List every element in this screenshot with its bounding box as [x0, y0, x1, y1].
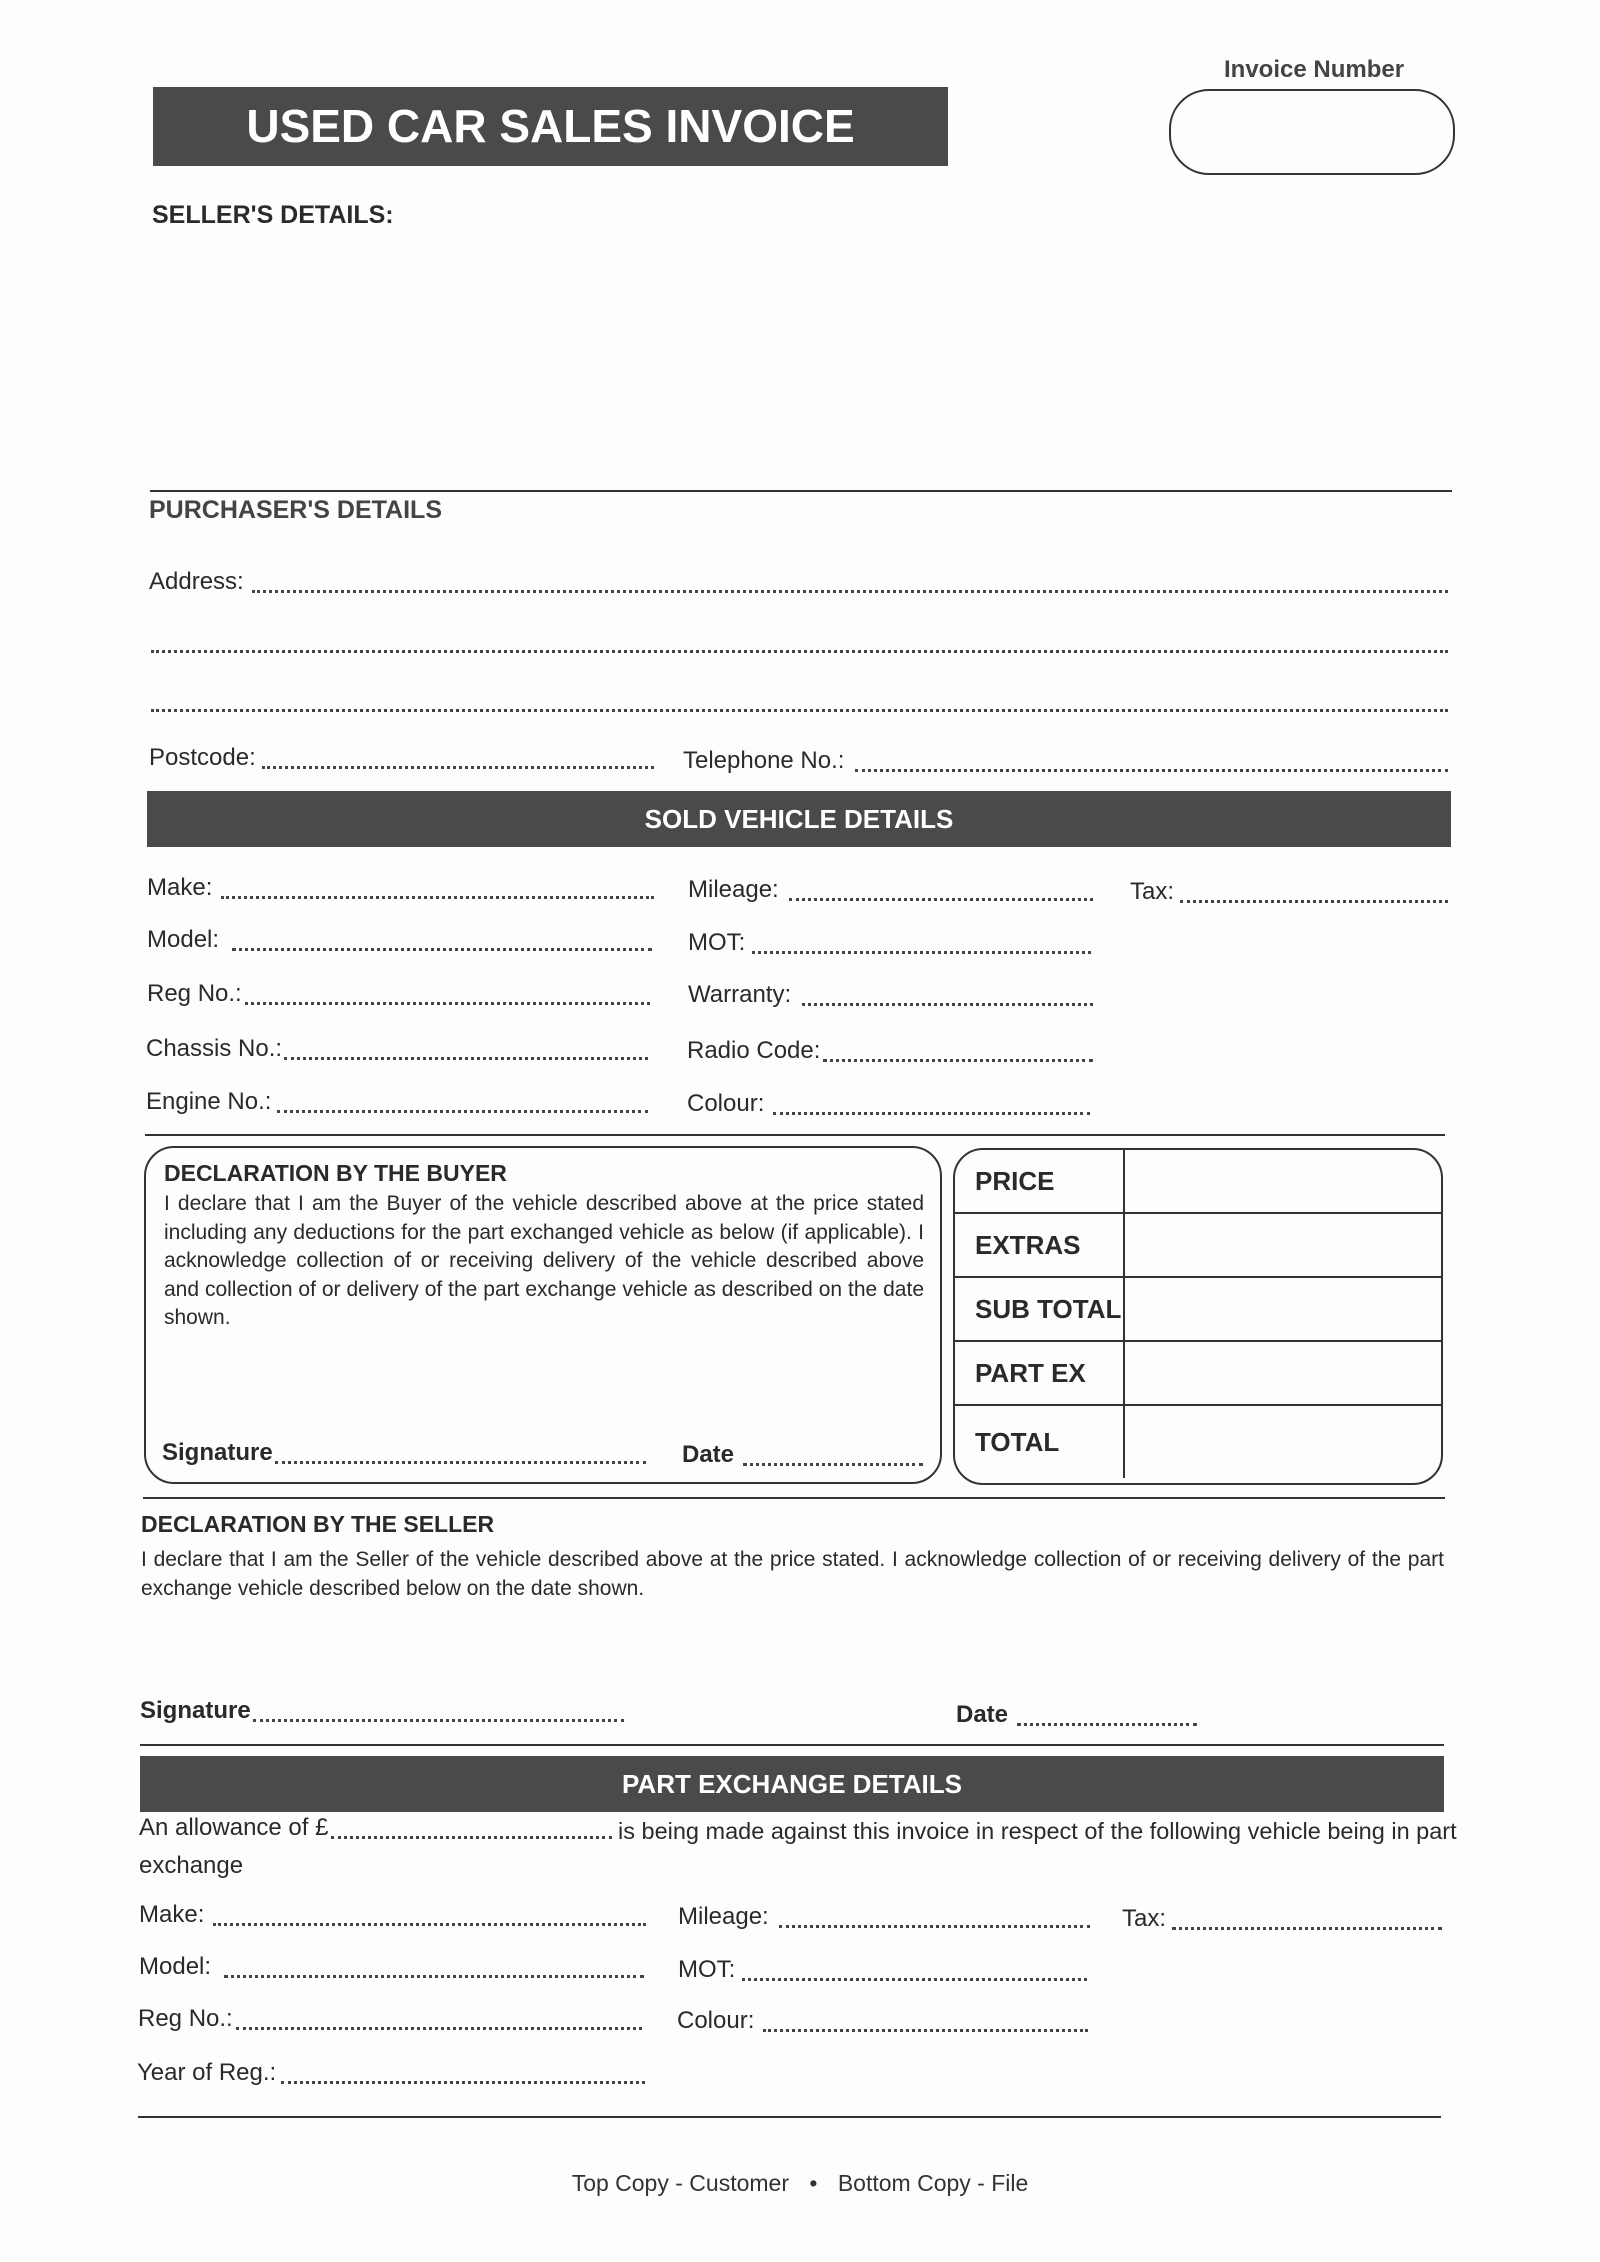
sub-total-field[interactable]: [1125, 1278, 1441, 1340]
allowance-field[interactable]: [331, 1836, 612, 1839]
divider: [150, 490, 1452, 492]
px-year-label: Year of Reg.:: [137, 2059, 277, 2086]
address-line-2[interactable]: [151, 650, 1448, 653]
sold-model-label: Model:: [147, 926, 220, 953]
px-make-field[interactable]: [213, 1923, 646, 1926]
px-year-field[interactable]: [281, 2081, 645, 2084]
sold-mot-field[interactable]: [752, 951, 1091, 954]
telephone-field[interactable]: [855, 769, 1448, 772]
seller-declaration-heading: DECLARATION BY THE SELLER: [141, 1511, 495, 1537]
sold-colour-label: Colour:: [687, 1090, 765, 1117]
sold-mileage-label: Mileage:: [688, 876, 779, 903]
footer: [0, 2170, 1600, 2197]
price-row: [955, 1150, 1441, 1214]
px-tax-field[interactable]: [1172, 1927, 1442, 1930]
invoice-number-field[interactable]: [1169, 89, 1455, 175]
px-mot-field[interactable]: [742, 1978, 1087, 1981]
seller-declaration-text: I declare that I am the Seller of the vehicle described above at the price stated. I acknowledge collection of or receiving delivery of the part exchange vehicle described below on the date shown.: [141, 1548, 1444, 1600]
px-tax-label: Tax:: [1122, 1905, 1167, 1932]
address-label: Address:: [149, 568, 244, 595]
sold-reg-label: Reg No.:: [147, 980, 242, 1007]
allowance-prefix: An allowance of £: [139, 1814, 329, 1841]
totals-box: [953, 1148, 1443, 1485]
sold-vehicle-heading: SOLD VEHICLE DETAILS: [644, 804, 954, 834]
allowance-wrap: exchange: [139, 1852, 244, 1879]
allowance-suffix: is being made against this invoice in respect of the following vehicle being in part: [618, 1818, 1457, 1844]
sold-warranty-label: Warranty:: [688, 981, 792, 1008]
px-reg-label: Reg No.:: [138, 2005, 233, 2032]
buyer-declaration-text: I declare that I am the Buyer of the vehicle described above at the price stated including any deductions for the part exchanged vehicle as below (if applicable). I acknowledge collection of or receiving delivery of the vehicle described above and collection of or delivery of the part exchange vehicle as described on the date shown.: [164, 1192, 924, 1329]
px-model-label: Model:: [139, 1953, 212, 1980]
sold-colour-field[interactable]: [773, 1112, 1090, 1115]
address-line-3[interactable]: [151, 709, 1448, 712]
sold-warranty-field[interactable]: [802, 1003, 1093, 1006]
divider: [140, 1744, 1444, 1746]
px-mileage-label: Mileage:: [678, 1903, 769, 1930]
px-make-label: Make:: [139, 1901, 205, 1928]
invoice-title-banner: [153, 87, 948, 166]
footer-separator: •: [809, 2170, 818, 2196]
part-exchange-heading: PART EXCHANGE DETAILS: [622, 1769, 962, 1799]
total-label: TOTAL: [955, 1406, 1125, 1478]
postcode-field[interactable]: [262, 766, 654, 769]
sold-tax-label: Tax:: [1130, 878, 1175, 905]
buyer-signature-field[interactable]: [275, 1461, 646, 1464]
divider: [145, 1134, 1445, 1136]
px-reg-field[interactable]: [236, 2027, 642, 2030]
px-colour-field[interactable]: [763, 2029, 1088, 2032]
extras-field[interactable]: [1125, 1214, 1441, 1276]
extras-label: EXTRAS: [955, 1214, 1125, 1276]
sold-vehicle-banner: [147, 791, 1451, 847]
sold-chassis-label: Chassis No.:: [146, 1035, 283, 1062]
sub-total-label: SUB TOTAL: [955, 1278, 1125, 1340]
part-ex-field[interactable]: [1125, 1342, 1441, 1404]
total-field[interactable]: [1125, 1406, 1441, 1478]
px-model-field[interactable]: [224, 1975, 644, 1978]
sellers-details-heading: SELLER'S DETAILS:: [152, 201, 394, 229]
seller-signature-label: Signature: [140, 1697, 251, 1724]
sold-engine-field[interactable]: [277, 1110, 648, 1113]
address-line-1[interactable]: [252, 590, 1448, 593]
px-colour-label: Colour:: [677, 2007, 755, 2034]
total-row: [955, 1406, 1441, 1478]
extras-row: [955, 1214, 1441, 1278]
buyer-signature-label: Signature: [162, 1439, 273, 1466]
sold-mileage-field[interactable]: [789, 898, 1093, 901]
divider: [138, 2116, 1441, 2118]
footer-top-copy: Top Copy - Customer: [571, 2170, 789, 2196]
buyer-declaration-heading: DECLARATION BY THE BUYER: [164, 1160, 507, 1186]
sold-chassis-field[interactable]: [284, 1057, 648, 1060]
px-mileage-field[interactable]: [779, 1925, 1090, 1928]
sold-engine-label: Engine No.:: [146, 1088, 272, 1115]
invoice-number-label: Invoice Number: [1224, 56, 1405, 83]
divider: [143, 1497, 1445, 1499]
invoice-title: USED CAR SALES INVOICE: [246, 100, 855, 152]
sellers-details-area[interactable]: [152, 240, 1452, 480]
buyer-date-field[interactable]: [743, 1463, 923, 1466]
seller-date-label: Date: [956, 1701, 1009, 1728]
part-ex-row: [955, 1342, 1441, 1406]
px-mot-label: MOT:: [678, 1956, 736, 1983]
postcode-label: Postcode:: [149, 744, 256, 771]
sold-model-field[interactable]: [232, 948, 652, 951]
sold-make-label: Make:: [147, 874, 213, 901]
purchasers-details-heading: PURCHASER'S DETAILS: [149, 496, 443, 524]
part-ex-label: PART EX: [955, 1342, 1125, 1404]
sold-tax-field[interactable]: [1180, 900, 1448, 903]
footer-bottom-copy: Bottom Copy - File: [837, 2170, 1029, 2196]
sold-radio-code-label: Radio Code:: [687, 1037, 821, 1064]
sub-total-row: [955, 1278, 1441, 1342]
seller-signature-field[interactable]: [253, 1719, 624, 1722]
buyer-date-label: Date: [682, 1441, 735, 1468]
sold-radio-code-field[interactable]: [823, 1059, 1093, 1062]
price-label: PRICE: [955, 1150, 1125, 1212]
sold-make-field[interactable]: [221, 896, 654, 899]
price-field[interactable]: [1125, 1150, 1441, 1212]
seller-date-field[interactable]: [1017, 1723, 1197, 1726]
part-exchange-banner: [140, 1756, 1444, 1812]
sold-reg-field[interactable]: [245, 1002, 650, 1005]
sold-mot-label: MOT:: [688, 929, 746, 956]
telephone-label: Telephone No.:: [683, 747, 845, 774]
